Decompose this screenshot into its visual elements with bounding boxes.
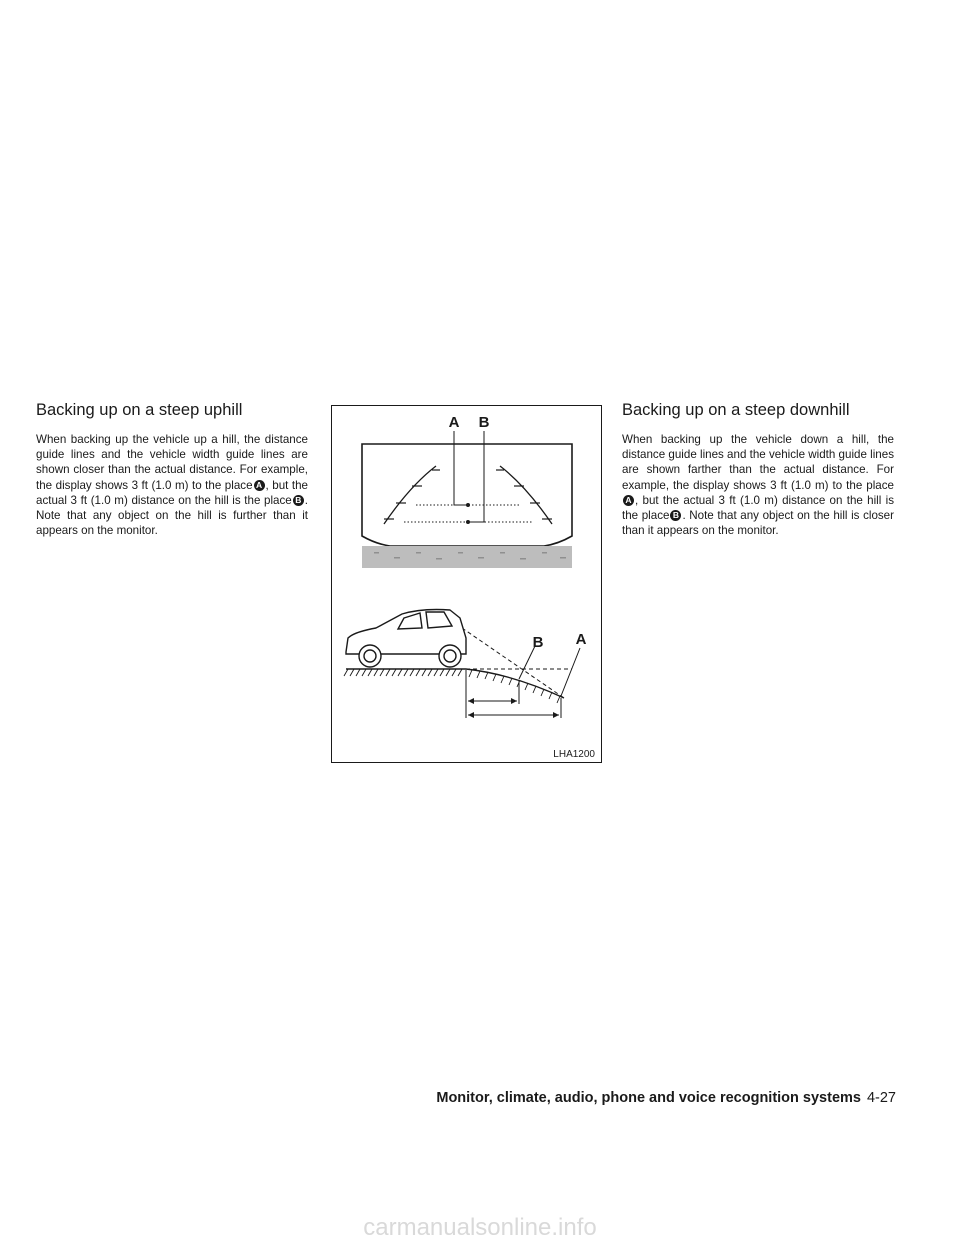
rear-view-hill-diagram: [331, 405, 602, 763]
camera-sight-line: [462, 628, 564, 698]
downhill-heading: Backing up on a steep downhill: [622, 401, 850, 419]
leader-a-side: [561, 648, 580, 696]
watermark[interactable]: carmanualsonline.info: [363, 1214, 597, 1241]
figure-code: LHA1200: [553, 749, 595, 760]
downhill-paragraph: [622, 432, 894, 538]
downhill-text-3: . Note that any object on the hill is closer than it appears on the monitor.: [622, 509, 894, 538]
diagram-illustration: [332, 406, 603, 764]
car-illustration: [346, 610, 466, 668]
ground-hatching: [344, 669, 462, 676]
downhill-section: [622, 400, 894, 538]
label-b-top: B: [478, 414, 490, 431]
monitor-ground-band: [362, 546, 572, 568]
uphill-text-1: When backing up the vehicle up a hill, the distance guide lines and the vehicle width guide lines are shown closer than the actual distance. For example, the display shows 3 ft (1.0 m) to the place: [36, 433, 308, 492]
uphill-heading: Backing up on a steep uphill: [36, 401, 243, 419]
label-a-top: A: [448, 414, 460, 431]
footer-page-number: 4-27: [866, 1090, 896, 1106]
label-a-side: A: [575, 631, 587, 648]
downhill-text-2: , but the actual 3 ft (1.0 m) distance on the hill is the place: [622, 493, 894, 523]
uphill-section: [36, 400, 308, 538]
slope-hatching: [469, 670, 560, 703]
uphill-text-2: , but the actual 3 ft (1.0 m) distance on the hill is the place: [36, 478, 308, 507]
footer-section-title: Monitor, climate, audio, phone and voice recognition systems: [436, 1090, 861, 1106]
marker-a-badge: A: [254, 480, 265, 491]
marker-b-badge: B: [293, 495, 304, 506]
monitor-screen: [362, 444, 572, 546]
label-b-side: B: [532, 634, 544, 651]
marker-a-badge: A: [623, 495, 634, 506]
uphill-paragraph: [36, 432, 308, 538]
downhill-text-1: When backing up the vehicle down a hill, the distance guide lines and the vehicle width guide lines are shown farther than the actual distance. For example, the display shows 3 ft (1.0 m) to the place: [622, 433, 894, 492]
page-footer: [436, 1090, 896, 1106]
uphill-text-3: . Note that any object on the hill is further than it appears on the monitor.: [36, 493, 308, 538]
marker-b-badge: B: [670, 510, 681, 521]
hill-slope: [466, 669, 564, 698]
